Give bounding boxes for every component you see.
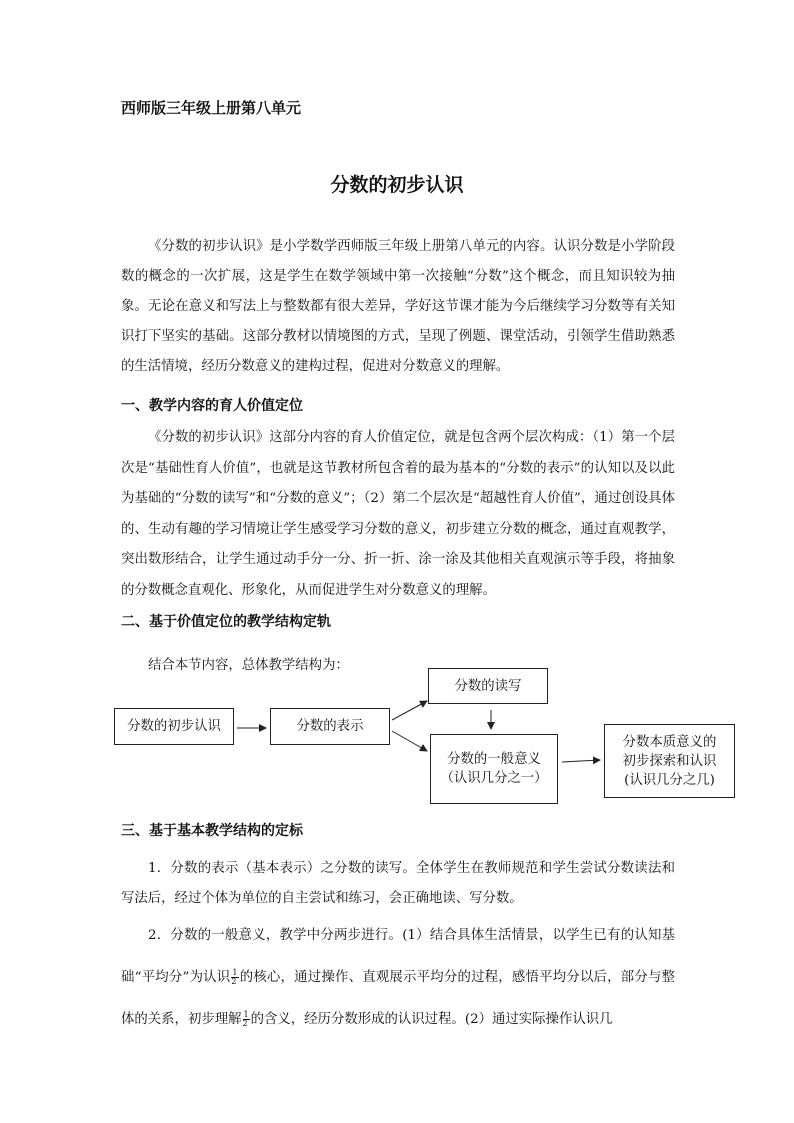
node-general-line1: 分数的一般意义 (447, 752, 541, 767)
node-essence-line1: 分数本质意义的 (622, 734, 717, 750)
document-title: 分数的初步认识 (330, 174, 464, 196)
arrow-general-to-essence (562, 760, 600, 762)
arrow-express-to-readwrite (392, 701, 427, 720)
node-express-label: 分数的表示 (296, 719, 364, 734)
item2-part-a: 2．分数的一般意义，教学中分两步进行。(1）结合具体生活情景，以学生已有的认知基础“平均分”为认识 (121, 928, 675, 985)
node-readwrite (428, 668, 548, 704)
node-general-line2: （认识几分之一） (440, 771, 548, 786)
arrow-express-to-general (392, 731, 427, 751)
fraction-one-half (231, 969, 238, 986)
fraction-denominator-2: 2 (242, 1019, 248, 1028)
section2-heading: 二、基于价值定位的教学结构定轨 (121, 614, 331, 630)
node-essence (604, 724, 735, 798)
section3-item2 (121, 915, 675, 1041)
section2-lead: 结合本节内容，总体教学结构为： (148, 658, 349, 673)
unit-title: 西师版三年级上册第八单元 (121, 99, 302, 117)
node-essence-line3: (认识几分之几) (624, 772, 715, 788)
fraction-numerator: 1 (232, 968, 238, 977)
fraction-numerator-2: 1 (243, 1010, 249, 1019)
intro-paragraph: 《分数的初步认识》是小学数学西师版三年级上册第八单元的内容。认识分数是小学阶段数的概念的一次扩展，这是学生在数学领域中第一次接触“分数”这个概念，而且知识较为抽象。无论在意义和写法上与整数都有很大差异，学好这节课才能为今后继续学习分数等有关知识打下坚实的基础。这部分教材以情境图的方式，呈现了例题、课堂活动，引领学生借助熟悉的生活情境，经历分数意义的建构过程，促进对分数意义的理解。 (121, 239, 675, 374)
item2-part-c: 的含义，经历分数形成的认识过程。(2）通过实际操作认识几 (250, 1012, 613, 1027)
item2-part-b: 的核心，通过操作、直观展示平均分的过程，感悟平均分以后，部分与整体的关系，初步理解 (121, 970, 675, 1027)
node-general (430, 734, 558, 804)
fraction-denominator: 2 (231, 977, 237, 986)
node-express (270, 708, 390, 745)
fraction-one-half-2 (243, 1011, 250, 1028)
section1-paragraph: 《分数的初步认识》这部分内容的育人价值定位，就是包含两个层次构成：（1）第一个层次是“基础性育人价值”，也就是这节教材所包含着的最为基本的“分数的表示”的认知以及以此为基础的“分数的读写”和“分数的意义”；（2）第二个层次是“超越性育人价值”，通过创设具体的、生动有趣的学习情境让学生感受学习分数的意义，初步建立分数的概念，通过直观教学，突出数形结合，让学生通过动手分一分、折一折、涂一涂及其他相关直观演示等手段，将抽象的分数概念直观化、形象化，从而促进学生对分数意义的理解。 (121, 430, 675, 598)
node-start (114, 708, 234, 745)
node-essence-line2: 初步探索和认识 (622, 753, 717, 769)
section3-item1: 1．分数的表示（基本表示）之分数的读写。全体学生在教师规范和学生尝试分数读法和写法后，经过个体为单位的自主尝试和练习，会正确地读、写分数。 (121, 861, 675, 906)
node-start-label: 分数的初步认识 (127, 719, 221, 734)
section3-heading: 三、基于基本教学结构的定标 (121, 823, 303, 839)
node-readwrite-label: 分数的读写 (454, 678, 522, 694)
section1-heading: 一、教学内容的育人价值定位 (121, 398, 303, 414)
